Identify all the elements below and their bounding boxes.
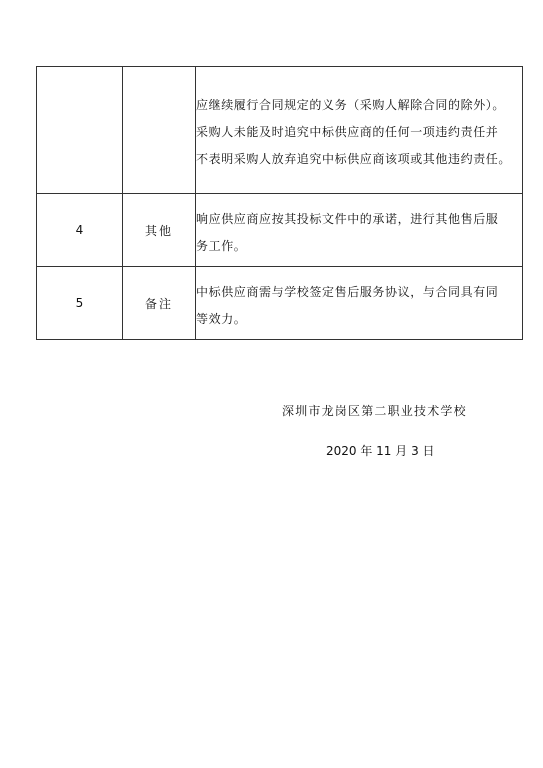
row-item-cell [123, 194, 196, 267]
table-row [37, 194, 523, 267]
row-item-cell [123, 267, 196, 340]
row-number: 5 [75, 296, 84, 310]
row-number-cell [37, 267, 123, 340]
row-content-cell [196, 267, 523, 340]
issuing-organization: 深圳市龙岗区第二职业技术学校 [282, 404, 467, 418]
content-line: 响应供应商应按其投标文件中的承诺，进行其他售后服 [196, 212, 499, 226]
content-line: 等效力。 [196, 312, 247, 326]
row-content-cell [196, 194, 523, 267]
row-number-cell [37, 67, 123, 194]
content-line: 不表明采购人放弃追究中标供应商该项或其他违约责任。 [196, 151, 512, 166]
table-row [37, 267, 523, 340]
after-sales-terms-table [36, 66, 523, 340]
content-line: 务工作。 [196, 239, 247, 253]
content-line: 采购人未能及时追究中标供应商的任何一项违约责任并 [196, 124, 499, 139]
content-line: 应继续履行合同规定的义务（采购人解除合同的除外）。 [196, 97, 506, 112]
table-row [37, 67, 523, 194]
row-number-cell [37, 194, 123, 267]
row-content-cell [196, 67, 523, 194]
row-item-name: 备注 [144, 296, 173, 311]
row-number: 4 [75, 223, 84, 237]
row-item-name: 其他 [144, 223, 173, 238]
row-item-cell [123, 67, 196, 194]
issue-date: 2020 年 11 月 3 日 [326, 444, 435, 458]
content-line: 中标供应商需与学校签定售后服务协议，与合同具有同 [196, 285, 499, 299]
